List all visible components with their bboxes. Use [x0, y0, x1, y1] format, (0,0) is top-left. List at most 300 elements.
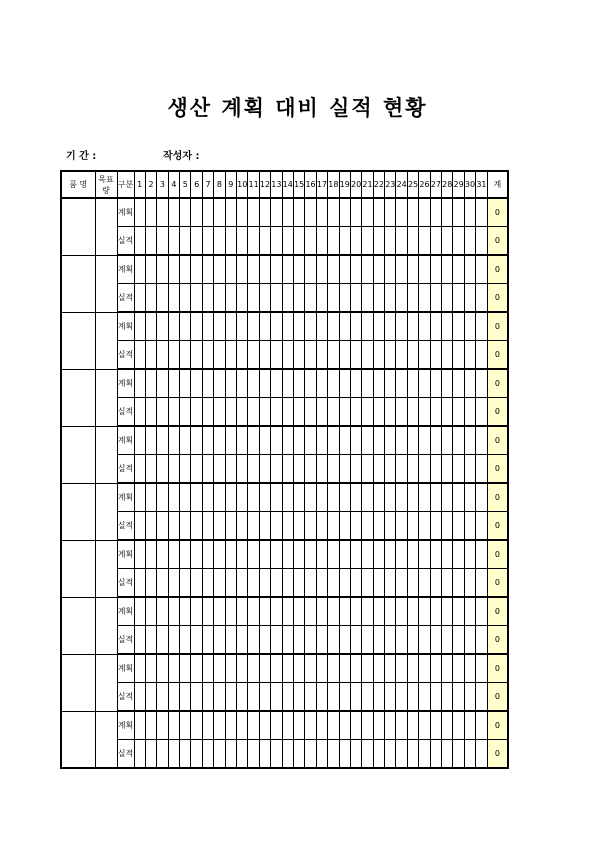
day-cell[interactable]	[214, 369, 225, 398]
day-cell[interactable]	[362, 341, 373, 370]
day-cell[interactable]	[180, 227, 191, 256]
day-cell[interactable]	[248, 683, 259, 712]
day-cell[interactable]	[328, 569, 339, 598]
day-cell[interactable]	[259, 483, 270, 512]
day-cell[interactable]	[464, 284, 475, 313]
day-cell[interactable]	[282, 711, 293, 740]
day-cell[interactable]	[134, 455, 145, 484]
day-cell[interactable]	[168, 711, 179, 740]
day-cell[interactable]	[407, 626, 418, 655]
day-cell[interactable]	[339, 597, 350, 626]
day-cell[interactable]	[180, 455, 191, 484]
day-cell[interactable]	[396, 512, 407, 541]
day-cell[interactable]	[214, 597, 225, 626]
item-name-cell[interactable]	[61, 312, 95, 369]
day-cell[interactable]	[168, 255, 179, 284]
day-cell[interactable]	[157, 683, 168, 712]
day-cell[interactable]	[430, 369, 441, 398]
day-cell[interactable]	[453, 740, 464, 769]
day-cell[interactable]	[237, 540, 248, 569]
day-cell[interactable]	[362, 227, 373, 256]
day-cell[interactable]	[134, 255, 145, 284]
day-cell[interactable]	[430, 227, 441, 256]
day-cell[interactable]	[259, 654, 270, 683]
day-cell[interactable]	[373, 369, 384, 398]
day-cell[interactable]	[385, 569, 396, 598]
day-cell[interactable]	[362, 198, 373, 227]
day-cell[interactable]	[214, 198, 225, 227]
day-cell[interactable]	[157, 455, 168, 484]
day-cell[interactable]	[293, 369, 304, 398]
day-cell[interactable]	[396, 312, 407, 341]
day-cell[interactable]	[248, 654, 259, 683]
day-cell[interactable]	[225, 198, 236, 227]
day-cell[interactable]	[407, 227, 418, 256]
day-cell[interactable]	[225, 540, 236, 569]
day-cell[interactable]	[350, 483, 361, 512]
day-cell[interactable]	[237, 626, 248, 655]
day-cell[interactable]	[362, 455, 373, 484]
day-cell[interactable]	[225, 369, 236, 398]
day-cell[interactable]	[237, 455, 248, 484]
day-cell[interactable]	[282, 654, 293, 683]
day-cell[interactable]	[157, 369, 168, 398]
day-cell[interactable]	[282, 683, 293, 712]
day-cell[interactable]	[464, 597, 475, 626]
day-cell[interactable]	[259, 569, 270, 598]
day-cell[interactable]	[407, 483, 418, 512]
day-cell[interactable]	[180, 711, 191, 740]
day-cell[interactable]	[145, 369, 156, 398]
day-cell[interactable]	[202, 683, 213, 712]
day-cell[interactable]	[248, 483, 259, 512]
day-cell[interactable]	[464, 683, 475, 712]
day-cell[interactable]	[145, 341, 156, 370]
day-cell[interactable]	[476, 284, 487, 313]
day-cell[interactable]	[407, 284, 418, 313]
day-cell[interactable]	[237, 369, 248, 398]
day-cell[interactable]	[430, 512, 441, 541]
day-cell[interactable]	[191, 483, 202, 512]
day-cell[interactable]	[339, 312, 350, 341]
day-cell[interactable]	[180, 426, 191, 455]
day-cell[interactable]	[373, 312, 384, 341]
day-cell[interactable]	[442, 483, 453, 512]
day-cell[interactable]	[328, 711, 339, 740]
day-cell[interactable]	[453, 255, 464, 284]
day-cell[interactable]	[259, 683, 270, 712]
day-cell[interactable]	[293, 227, 304, 256]
day-cell[interactable]	[385, 483, 396, 512]
day-cell[interactable]	[180, 312, 191, 341]
day-cell[interactable]	[464, 740, 475, 769]
day-cell[interactable]	[191, 426, 202, 455]
day-cell[interactable]	[225, 512, 236, 541]
day-cell[interactable]	[316, 312, 327, 341]
day-cell[interactable]	[180, 284, 191, 313]
day-cell[interactable]	[442, 312, 453, 341]
day-cell[interactable]	[476, 512, 487, 541]
day-cell[interactable]	[396, 455, 407, 484]
day-cell[interactable]	[328, 198, 339, 227]
day-cell[interactable]	[419, 512, 430, 541]
day-cell[interactable]	[430, 740, 441, 769]
day-cell[interactable]	[191, 597, 202, 626]
day-cell[interactable]	[316, 569, 327, 598]
day-cell[interactable]	[419, 284, 430, 313]
day-cell[interactable]	[282, 626, 293, 655]
day-cell[interactable]	[316, 683, 327, 712]
day-cell[interactable]	[168, 369, 179, 398]
day-cell[interactable]	[237, 711, 248, 740]
day-cell[interactable]	[407, 426, 418, 455]
day-cell[interactable]	[214, 284, 225, 313]
day-cell[interactable]	[419, 398, 430, 427]
day-cell[interactable]	[316, 227, 327, 256]
day-cell[interactable]	[442, 284, 453, 313]
day-cell[interactable]	[339, 654, 350, 683]
day-cell[interactable]	[476, 597, 487, 626]
day-cell[interactable]	[316, 398, 327, 427]
day-cell[interactable]	[407, 455, 418, 484]
day-cell[interactable]	[191, 626, 202, 655]
day-cell[interactable]	[180, 341, 191, 370]
day-cell[interactable]	[248, 426, 259, 455]
day-cell[interactable]	[362, 483, 373, 512]
day-cell[interactable]	[373, 711, 384, 740]
day-cell[interactable]	[225, 341, 236, 370]
day-cell[interactable]	[168, 341, 179, 370]
day-cell[interactable]	[305, 740, 316, 769]
day-cell[interactable]	[350, 312, 361, 341]
day-cell[interactable]	[134, 227, 145, 256]
day-cell[interactable]	[430, 683, 441, 712]
day-cell[interactable]	[214, 540, 225, 569]
day-cell[interactable]	[362, 597, 373, 626]
day-cell[interactable]	[350, 569, 361, 598]
day-cell[interactable]	[282, 455, 293, 484]
day-cell[interactable]	[476, 312, 487, 341]
day-cell[interactable]	[339, 284, 350, 313]
day-cell[interactable]	[248, 569, 259, 598]
day-cell[interactable]	[271, 711, 282, 740]
day-cell[interactable]	[362, 654, 373, 683]
target-qty-cell[interactable]	[95, 255, 117, 312]
day-cell[interactable]	[396, 540, 407, 569]
day-cell[interactable]	[350, 626, 361, 655]
day-cell[interactable]	[168, 198, 179, 227]
day-cell[interactable]	[407, 683, 418, 712]
day-cell[interactable]	[385, 597, 396, 626]
day-cell[interactable]	[328, 227, 339, 256]
day-cell[interactable]	[157, 540, 168, 569]
day-cell[interactable]	[430, 711, 441, 740]
day-cell[interactable]	[202, 398, 213, 427]
day-cell[interactable]	[168, 569, 179, 598]
day-cell[interactable]	[373, 198, 384, 227]
day-cell[interactable]	[293, 597, 304, 626]
day-cell[interactable]	[202, 312, 213, 341]
day-cell[interactable]	[145, 227, 156, 256]
day-cell[interactable]	[271, 483, 282, 512]
day-cell[interactable]	[225, 626, 236, 655]
day-cell[interactable]	[464, 455, 475, 484]
day-cell[interactable]	[453, 426, 464, 455]
day-cell[interactable]	[305, 312, 316, 341]
day-cell[interactable]	[168, 654, 179, 683]
day-cell[interactable]	[442, 626, 453, 655]
day-cell[interactable]	[180, 540, 191, 569]
day-cell[interactable]	[180, 255, 191, 284]
day-cell[interactable]	[419, 654, 430, 683]
day-cell[interactable]	[271, 426, 282, 455]
day-cell[interactable]	[328, 455, 339, 484]
target-qty-cell[interactable]	[95, 540, 117, 597]
day-cell[interactable]	[157, 654, 168, 683]
day-cell[interactable]	[134, 341, 145, 370]
target-qty-cell[interactable]	[95, 711, 117, 768]
day-cell[interactable]	[134, 626, 145, 655]
day-cell[interactable]	[168, 455, 179, 484]
day-cell[interactable]	[328, 654, 339, 683]
day-cell[interactable]	[134, 540, 145, 569]
day-cell[interactable]	[476, 483, 487, 512]
day-cell[interactable]	[453, 455, 464, 484]
day-cell[interactable]	[362, 683, 373, 712]
day-cell[interactable]	[328, 426, 339, 455]
day-cell[interactable]	[407, 654, 418, 683]
day-cell[interactable]	[442, 255, 453, 284]
day-cell[interactable]	[442, 683, 453, 712]
day-cell[interactable]	[385, 369, 396, 398]
day-cell[interactable]	[373, 426, 384, 455]
day-cell[interactable]	[271, 626, 282, 655]
day-cell[interactable]	[225, 483, 236, 512]
day-cell[interactable]	[248, 597, 259, 626]
day-cell[interactable]	[430, 483, 441, 512]
item-name-cell[interactable]	[61, 255, 95, 312]
day-cell[interactable]	[305, 512, 316, 541]
day-cell[interactable]	[396, 654, 407, 683]
day-cell[interactable]	[464, 227, 475, 256]
day-cell[interactable]	[339, 198, 350, 227]
day-cell[interactable]	[180, 597, 191, 626]
day-cell[interactable]	[476, 569, 487, 598]
day-cell[interactable]	[191, 512, 202, 541]
day-cell[interactable]	[385, 626, 396, 655]
day-cell[interactable]	[259, 626, 270, 655]
day-cell[interactable]	[271, 369, 282, 398]
day-cell[interactable]	[225, 255, 236, 284]
day-cell[interactable]	[453, 227, 464, 256]
day-cell[interactable]	[202, 540, 213, 569]
day-cell[interactable]	[214, 683, 225, 712]
day-cell[interactable]	[442, 597, 453, 626]
day-cell[interactable]	[350, 683, 361, 712]
day-cell[interactable]	[396, 398, 407, 427]
day-cell[interactable]	[225, 597, 236, 626]
day-cell[interactable]	[442, 512, 453, 541]
day-cell[interactable]	[225, 654, 236, 683]
day-cell[interactable]	[134, 569, 145, 598]
day-cell[interactable]	[271, 341, 282, 370]
day-cell[interactable]	[453, 569, 464, 598]
day-cell[interactable]	[237, 740, 248, 769]
day-cell[interactable]	[464, 483, 475, 512]
day-cell[interactable]	[373, 654, 384, 683]
day-cell[interactable]	[476, 683, 487, 712]
day-cell[interactable]	[214, 426, 225, 455]
day-cell[interactable]	[464, 654, 475, 683]
day-cell[interactable]	[430, 569, 441, 598]
day-cell[interactable]	[305, 540, 316, 569]
day-cell[interactable]	[134, 597, 145, 626]
day-cell[interactable]	[385, 455, 396, 484]
target-qty-cell[interactable]	[95, 597, 117, 654]
day-cell[interactable]	[259, 711, 270, 740]
day-cell[interactable]	[248, 626, 259, 655]
day-cell[interactable]	[339, 426, 350, 455]
day-cell[interactable]	[373, 227, 384, 256]
day-cell[interactable]	[453, 369, 464, 398]
day-cell[interactable]	[328, 284, 339, 313]
day-cell[interactable]	[328, 683, 339, 712]
day-cell[interactable]	[464, 341, 475, 370]
item-name-cell[interactable]	[61, 654, 95, 711]
day-cell[interactable]	[453, 597, 464, 626]
day-cell[interactable]	[225, 312, 236, 341]
day-cell[interactable]	[145, 255, 156, 284]
day-cell[interactable]	[373, 255, 384, 284]
day-cell[interactable]	[157, 255, 168, 284]
day-cell[interactable]	[191, 683, 202, 712]
day-cell[interactable]	[373, 626, 384, 655]
day-cell[interactable]	[385, 284, 396, 313]
day-cell[interactable]	[145, 740, 156, 769]
day-cell[interactable]	[134, 198, 145, 227]
day-cell[interactable]	[476, 626, 487, 655]
day-cell[interactable]	[373, 398, 384, 427]
day-cell[interactable]	[168, 483, 179, 512]
day-cell[interactable]	[442, 740, 453, 769]
day-cell[interactable]	[168, 626, 179, 655]
day-cell[interactable]	[419, 683, 430, 712]
day-cell[interactable]	[168, 426, 179, 455]
day-cell[interactable]	[419, 198, 430, 227]
day-cell[interactable]	[305, 683, 316, 712]
day-cell[interactable]	[248, 255, 259, 284]
day-cell[interactable]	[305, 284, 316, 313]
day-cell[interactable]	[145, 512, 156, 541]
day-cell[interactable]	[180, 198, 191, 227]
day-cell[interactable]	[328, 512, 339, 541]
day-cell[interactable]	[259, 341, 270, 370]
day-cell[interactable]	[180, 369, 191, 398]
day-cell[interactable]	[350, 540, 361, 569]
day-cell[interactable]	[385, 198, 396, 227]
day-cell[interactable]	[168, 597, 179, 626]
day-cell[interactable]	[271, 654, 282, 683]
day-cell[interactable]	[305, 455, 316, 484]
day-cell[interactable]	[328, 540, 339, 569]
day-cell[interactable]	[316, 597, 327, 626]
day-cell[interactable]	[191, 312, 202, 341]
day-cell[interactable]	[419, 540, 430, 569]
day-cell[interactable]	[293, 654, 304, 683]
day-cell[interactable]	[214, 512, 225, 541]
day-cell[interactable]	[157, 569, 168, 598]
day-cell[interactable]	[202, 626, 213, 655]
day-cell[interactable]	[350, 455, 361, 484]
day-cell[interactable]	[271, 398, 282, 427]
day-cell[interactable]	[328, 483, 339, 512]
day-cell[interactable]	[202, 341, 213, 370]
item-name-cell[interactable]	[61, 426, 95, 483]
day-cell[interactable]	[248, 398, 259, 427]
day-cell[interactable]	[202, 227, 213, 256]
day-cell[interactable]	[442, 341, 453, 370]
day-cell[interactable]	[430, 654, 441, 683]
day-cell[interactable]	[464, 426, 475, 455]
day-cell[interactable]	[430, 255, 441, 284]
day-cell[interactable]	[157, 597, 168, 626]
day-cell[interactable]	[419, 711, 430, 740]
day-cell[interactable]	[407, 255, 418, 284]
day-cell[interactable]	[453, 540, 464, 569]
day-cell[interactable]	[134, 312, 145, 341]
day-cell[interactable]	[237, 512, 248, 541]
day-cell[interactable]	[202, 654, 213, 683]
day-cell[interactable]	[237, 398, 248, 427]
day-cell[interactable]	[191, 654, 202, 683]
day-cell[interactable]	[134, 512, 145, 541]
day-cell[interactable]	[362, 711, 373, 740]
day-cell[interactable]	[191, 711, 202, 740]
day-cell[interactable]	[362, 255, 373, 284]
day-cell[interactable]	[339, 455, 350, 484]
day-cell[interactable]	[293, 626, 304, 655]
day-cell[interactable]	[339, 740, 350, 769]
day-cell[interactable]	[328, 398, 339, 427]
day-cell[interactable]	[293, 284, 304, 313]
day-cell[interactable]	[237, 683, 248, 712]
day-cell[interactable]	[453, 284, 464, 313]
day-cell[interactable]	[191, 341, 202, 370]
day-cell[interactable]	[453, 341, 464, 370]
day-cell[interactable]	[430, 398, 441, 427]
day-cell[interactable]	[157, 341, 168, 370]
day-cell[interactable]	[202, 483, 213, 512]
target-qty-cell[interactable]	[95, 483, 117, 540]
day-cell[interactable]	[316, 198, 327, 227]
day-cell[interactable]	[305, 711, 316, 740]
day-cell[interactable]	[407, 312, 418, 341]
day-cell[interactable]	[282, 540, 293, 569]
day-cell[interactable]	[237, 341, 248, 370]
day-cell[interactable]	[214, 255, 225, 284]
day-cell[interactable]	[464, 626, 475, 655]
day-cell[interactable]	[168, 540, 179, 569]
day-cell[interactable]	[202, 569, 213, 598]
day-cell[interactable]	[419, 455, 430, 484]
day-cell[interactable]	[248, 369, 259, 398]
day-cell[interactable]	[430, 455, 441, 484]
day-cell[interactable]	[453, 626, 464, 655]
day-cell[interactable]	[362, 740, 373, 769]
day-cell[interactable]	[282, 198, 293, 227]
day-cell[interactable]	[168, 398, 179, 427]
day-cell[interactable]	[476, 654, 487, 683]
